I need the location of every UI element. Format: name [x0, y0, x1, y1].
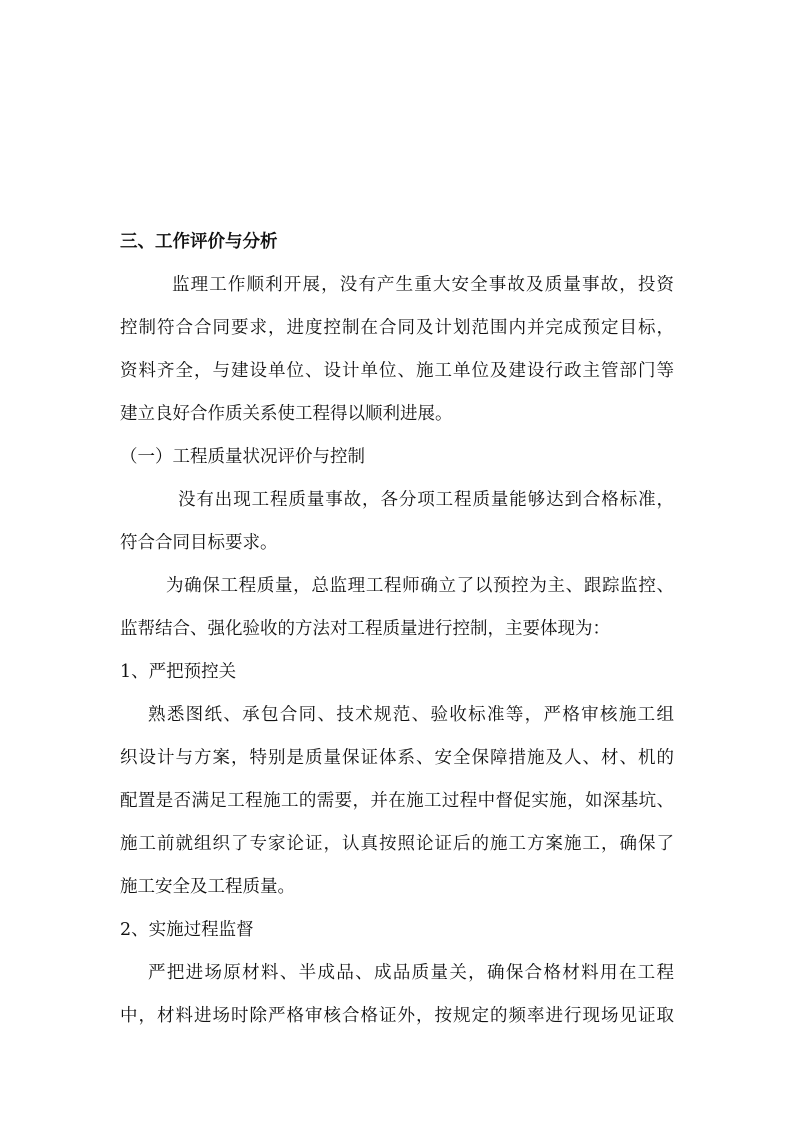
paragraph-line: 中，材料进场时除严格审核合格证外，按规定的频率进行现场见证取: [120, 1006, 674, 1026]
paragraph-line: 建立良好合作质关系使工程得以顺利进展。: [120, 404, 453, 424]
paragraph-line: 严把进场原材料、半成品、成品质量关，确保合格材料用在工程: [148, 963, 674, 983]
paragraph-line: 配置是否满足工程施工的需要，并在施工过程中督促实施，如深基坑、: [120, 791, 674, 811]
paragraph-line: 监帮结合、强化验收的方法对工程质量进行控制，主要体现为：: [120, 619, 610, 639]
paragraph-line: 织设计与方案，特别是质量保证体系、安全保障措施及人、材、机的: [120, 748, 674, 768]
paragraph-line: 施工前就组织了专家论证，认真按照论证后的施工方案施工，确保了: [120, 834, 674, 854]
paragraph-line: 施工安全及工程质量。: [120, 877, 295, 897]
paragraph-line: 监理工作顺利开展，没有产生重大安全事故及质量事故，投资: [172, 275, 674, 295]
paragraph-line: 熟悉图纸、承包合同、技术规范、验收标准等，严格审核施工组: [148, 705, 674, 725]
section-heading: 三、工作评价与分析: [120, 232, 278, 252]
subsection-heading: （一）工程质量状况评价与控制: [120, 447, 365, 467]
paragraph-line: 没有出现工程质量事故，各分项工程质量能够达到合格标准，: [178, 490, 674, 510]
item-heading: 1、严把预控关: [120, 662, 237, 682]
paragraph-line: 符合合同目标要求。: [120, 533, 278, 553]
paragraph-line: 资料齐全，与建设单位、设计单位、施工单位及建设行政主管部门等: [120, 361, 674, 381]
paragraph-line: 控制符合合同要求，进度控制在合同及计划范围内并完成预定目标，: [120, 318, 674, 338]
paragraph-line: 为确保工程质量，总监理工程师确立了以预控为主、跟踪监控、: [166, 576, 674, 596]
item-heading: 2、实施过程监督: [120, 920, 254, 940]
